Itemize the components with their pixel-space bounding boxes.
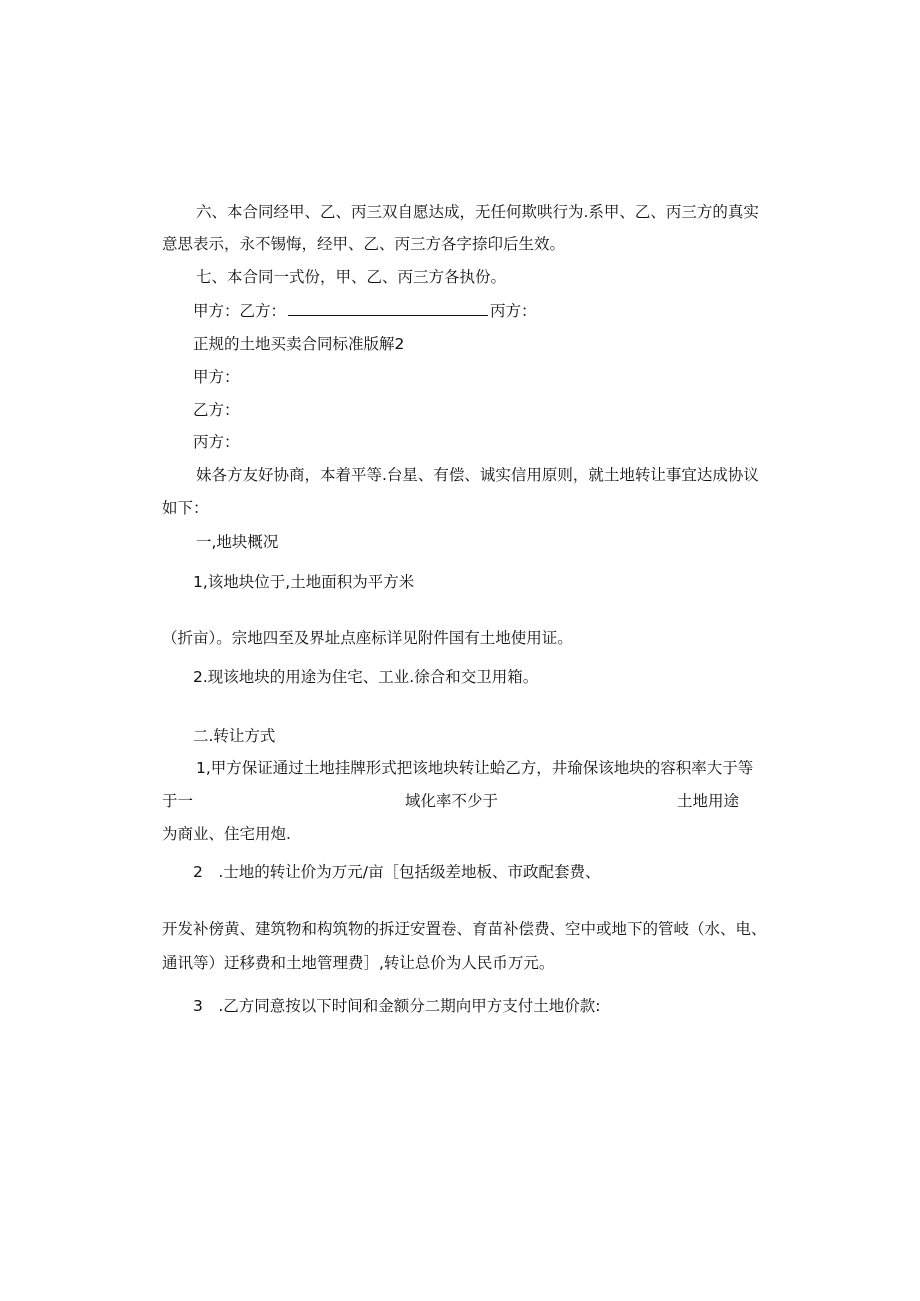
section-1-item-1-cont: （折亩）。宗地四至及界址点座标详见附件国有土地使用证。 <box>162 629 573 647</box>
section-2-item-1-part-c: 土地用途 <box>677 792 740 810</box>
party-b-label: 乙方： <box>193 401 240 419</box>
section-1-heading: 一,地块概况 <box>196 533 279 551</box>
section-2-item-2-cont-1: 开发补傍黄、建筑物和构筑物的拆迂安置卷、育苗补偿费、空中或地下的管岐（水、电、 <box>162 920 767 938</box>
signature-parties-ab: 甲方：乙方： <box>193 302 287 320</box>
section-1-item-2: 2.现该地块的用途为住宅、工业.徐合和交卫用箱。 <box>193 668 539 686</box>
clause-6-line-1: 六、本合同经甲、乙、丙三双自愿达成，无任何欺哄行为.系甲、乙、丙三方的真实 <box>196 203 759 221</box>
intro-line-2: 如下： <box>162 499 209 517</box>
signature-party-c: 丙方： <box>490 302 537 320</box>
party-c-label: 丙方： <box>193 433 240 451</box>
contract-title: 正规的土地买卖合同标准版解2 <box>193 335 405 353</box>
section-2-heading: 二.转让方式 <box>193 727 276 745</box>
section-2-item-1: 1,甲方保证通过土地挂牌形式把该地块转让蛤乙方，井瑜保该地块的容积率大于等 <box>196 759 754 777</box>
section-2-item-1-part-a: 于一 <box>162 792 194 810</box>
section-2-item-3: 3 .乙方同意按以下时间和金额分二期向甲方支付土地价款: <box>193 997 601 1015</box>
section-2-item-1-part-b: 域化率不少于 <box>405 792 499 810</box>
intro-line-1: 妹各方友好协商，本着平等.台星、有偿、诚实信用原则，就土地转让事宜达成协议 <box>196 466 759 484</box>
section-1-item-1: 1,该地块位于,土地面积为平方米 <box>193 573 415 591</box>
signature-line <box>193 301 537 321</box>
clause-7: 七、本合同一式份，甲、乙、丙三方各执份。 <box>196 268 507 286</box>
clause-6-line-2: 意思表示，永不锡悔，经甲、乙、丙三方各字捺印后生效。 <box>162 235 566 253</box>
section-2-item-1-cont: 为商业、住宅用炮. <box>162 825 291 843</box>
party-a-label: 甲方： <box>193 368 240 386</box>
signature-blank <box>288 301 488 316</box>
section-2-item-2: 2 .士地的转让价为万元/亩［包括级差地板、市政配套费、 <box>193 863 601 881</box>
section-2-item-2-cont-2: 通讯等）迂移费和土地管理费］,转让总价为人民币万元。 <box>162 954 555 972</box>
